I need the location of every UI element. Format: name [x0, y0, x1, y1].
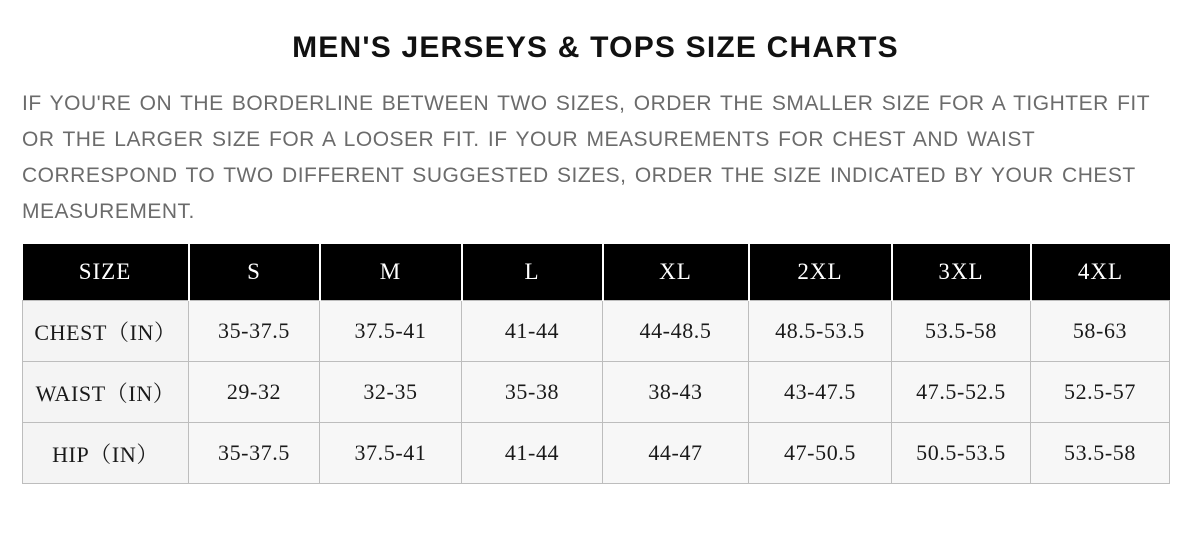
cell-hip-m: 37.5-41 [320, 423, 462, 484]
header-row [23, 244, 1170, 301]
cell-chest-m: 37.5-41 [320, 301, 462, 362]
column-header-4xl: 4XL [1031, 244, 1170, 301]
column-header-size: SIZE [23, 244, 189, 301]
table-body [23, 301, 1170, 484]
cell-hip-4xl: 53.5-58 [1031, 423, 1170, 484]
page-title: MEN'S JERSEYS & TOPS SIZE CHARTS [292, 31, 899, 64]
row-label-chest: CHEST（IN） [23, 301, 189, 362]
cell-waist-l: 35-38 [462, 362, 603, 423]
column-header-s: S [189, 244, 320, 301]
cell-chest-l: 41-44 [462, 301, 603, 362]
row-label-waist: WAIST（IN） [23, 362, 189, 423]
table-row [23, 362, 1170, 423]
cell-hip-s: 35-37.5 [189, 423, 320, 484]
table-row [23, 423, 1170, 484]
size-chart-table-wrapper [22, 244, 1169, 484]
cell-waist-3xl: 47.5-52.5 [892, 362, 1031, 423]
column-header-l: L [462, 244, 603, 301]
cell-hip-l: 41-44 [462, 423, 603, 484]
cell-chest-s: 35-37.5 [189, 301, 320, 362]
cell-waist-s: 29-32 [189, 362, 320, 423]
table-header [23, 244, 1170, 301]
column-header-m: M [320, 244, 462, 301]
column-header-2xl: 2XL [749, 244, 892, 301]
size-chart-table [22, 244, 1170, 484]
row-label-hip: HIP（IN） [23, 423, 189, 484]
cell-hip-xl: 44-47 [603, 423, 749, 484]
cell-chest-2xl: 48.5-53.5 [749, 301, 892, 362]
column-header-3xl: 3XL [892, 244, 1031, 301]
cell-waist-4xl: 52.5-57 [1031, 362, 1170, 423]
table-row [23, 301, 1170, 362]
cell-waist-2xl: 43-47.5 [749, 362, 892, 423]
cell-chest-4xl: 58-63 [1031, 301, 1170, 362]
cell-hip-3xl: 50.5-53.5 [892, 423, 1031, 484]
cell-chest-xl: 44-48.5 [603, 301, 749, 362]
cell-chest-3xl: 53.5-58 [892, 301, 1031, 362]
size-chart-page [0, 30, 1191, 540]
cell-waist-m: 32-35 [320, 362, 462, 423]
column-header-xl: XL [603, 244, 749, 301]
cell-waist-xl: 38-43 [603, 362, 749, 423]
fit-guidance-note: IF YOU'RE ON THE BORDERLINE BETWEEN TWO SIZES, ORDER THE SMALLER SIZE FOR A TIGHTER FIT OR THE LARGER SIZE FOR A LOOSER FIT. IF YOUR MEASUREMENTS FOR CHEST AND WAIST CORRESPOND TO TWO DIFFERENT SUGGESTED SIZES, ORDER THE SIZE INDICATED BY YOUR CHEST MEASUREMENT. [22, 92, 1150, 224]
cell-hip-2xl: 47-50.5 [749, 423, 892, 484]
